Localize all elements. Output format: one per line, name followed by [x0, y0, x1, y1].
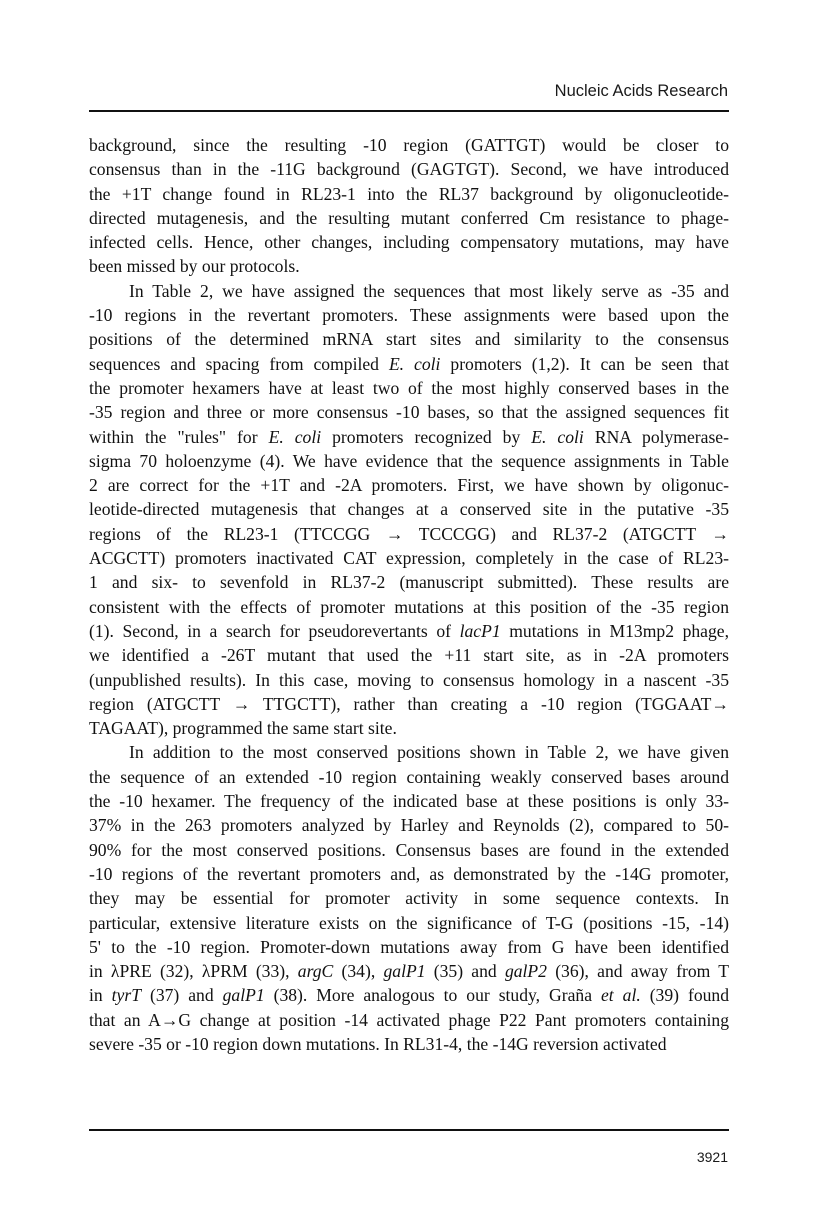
text-line: ACGCTT) promoters inactivated CAT expression, completely in the case of RL23-: [89, 548, 729, 569]
text-line: we identified a -26T mutant that used the +11 start site, as in -2A promoters: [89, 645, 729, 666]
text-line: (unpublished results). In this case, moving to consensus homology in a nascent -35: [89, 669, 729, 690]
text-line: they may be essential for promoter activity in some sequence contexts. In: [89, 888, 729, 909]
text-line: the promoter hexamers have at least two of the most highly conserved bases in the: [89, 377, 729, 398]
text-line: consistent with the effects of promoter mutations at this position of the -35 region: [89, 596, 729, 617]
text-line: within the "rules" for E. coli promoters recognized by E. coli RNA polymerase-: [89, 426, 729, 447]
text-line: (1). Second, in a search for pseudorevertants of lacP1 mutations in M13mp2 phage,: [89, 620, 729, 641]
text-line: the sequence of an extended -10 region containing weakly conserved bases around: [89, 766, 729, 787]
text-line: consensus than in the -11G background (GAGTGT). Second, we have introduced: [89, 159, 729, 180]
text-line: the -10 hexamer. The frequency of the indicated base at these positions is only 33-: [89, 791, 729, 812]
text-line: In Table 2, we have assigned the sequences that most likely serve as -35 and: [129, 280, 729, 301]
paragraph: [89, 740, 729, 1056]
text-line: 37% in the 263 promoters analyzed by Harley and Reynolds (2), compared to 50-: [89, 815, 729, 836]
text-line: background, since the resulting -10 region (GATTGT) would be closer to: [89, 135, 729, 155]
text-line: regions of the RL23-1 (TTCCGG → TCCCGG) and RL37-2 (ATGCTT →: [89, 523, 729, 544]
text-line: in tyrT (37) and galP1 (38). More analogous to our study, Graña et al. (39) found: [89, 985, 729, 1006]
text-line: in λPRE (32), λPRM (33), argC (34), galP1 (35) and galP2 (36), and away from T: [89, 961, 729, 982]
text-line: -35 region and three or more consensus -10 bases, so that the assigned sequences fit: [89, 402, 729, 423]
text-line: sequences and spacing from compiled E. coli promoters (1,2). It can be seen that: [89, 353, 729, 374]
text-line: leotide-directed mutagenesis that changes at a conserved site in the putative -35: [89, 499, 729, 520]
footer-rule: [89, 1129, 729, 1131]
text-line: positions of the determined mRNA start sites and similarity to the consensus: [89, 329, 729, 350]
page-number: 3921: [696, 1149, 728, 1165]
text-line: 2 are correct for the +1T and -2A promoters. First, we have shown by oligonuc-: [89, 475, 729, 496]
header-rule: [89, 110, 729, 112]
text-line: -10 regions of the revertant promoters and, as demonstrated by the -14G promoter,: [89, 863, 729, 884]
text-line: directed mutagenesis, and the resulting mutant conferred Cm resistance to phage-: [89, 207, 729, 228]
text-line: been missed by our protocols.: [89, 256, 300, 277]
text-line: severe -35 or -10 region down mutations. In RL31-4, the -14G reversion activated: [89, 1033, 667, 1054]
text-line: infected cells. Hence, other changes, including compensatory mutations, may have: [89, 232, 729, 253]
text-line: In addition to the most conserved positions shown in Table 2, we have given: [129, 742, 729, 763]
text-line: -10 regions in the revertant promoters. These assignments were based upon the: [89, 305, 729, 326]
paragraph: [89, 279, 729, 741]
paragraph: [89, 133, 729, 279]
text-line: sigma 70 holoenzyme (4). We have evidence that the sequence assignments in Table: [89, 450, 729, 471]
text-line: particular, extensive literature exists on the significance of T-G (positions -15, -14): [89, 912, 729, 933]
article-body: [89, 133, 729, 1056]
text-line: region (ATGCTT → TTGCTT), rather than creating a -10 region (TGGAAT→: [89, 693, 729, 714]
text-line: 90% for the most conserved positions. Consensus bases are found in the extended: [89, 839, 729, 860]
running-header: Nucleic Acids Research: [554, 82, 728, 100]
text-line: TAGAAT), programmed the same start site.: [89, 718, 397, 739]
text-line: that an A→G change at position -14 activated phage P22 Pant promoters containing: [89, 1009, 729, 1030]
text-line: 1 and six- to sevenfold in RL37-2 (manuscript submitted). These results are: [89, 572, 729, 593]
text-line: the +1T change found in RL23-1 into the RL37 background by oligonucleotide-: [89, 183, 729, 204]
text-line: 5' to the -10 region. Promoter-down mutations away from G have been identified: [89, 936, 729, 957]
